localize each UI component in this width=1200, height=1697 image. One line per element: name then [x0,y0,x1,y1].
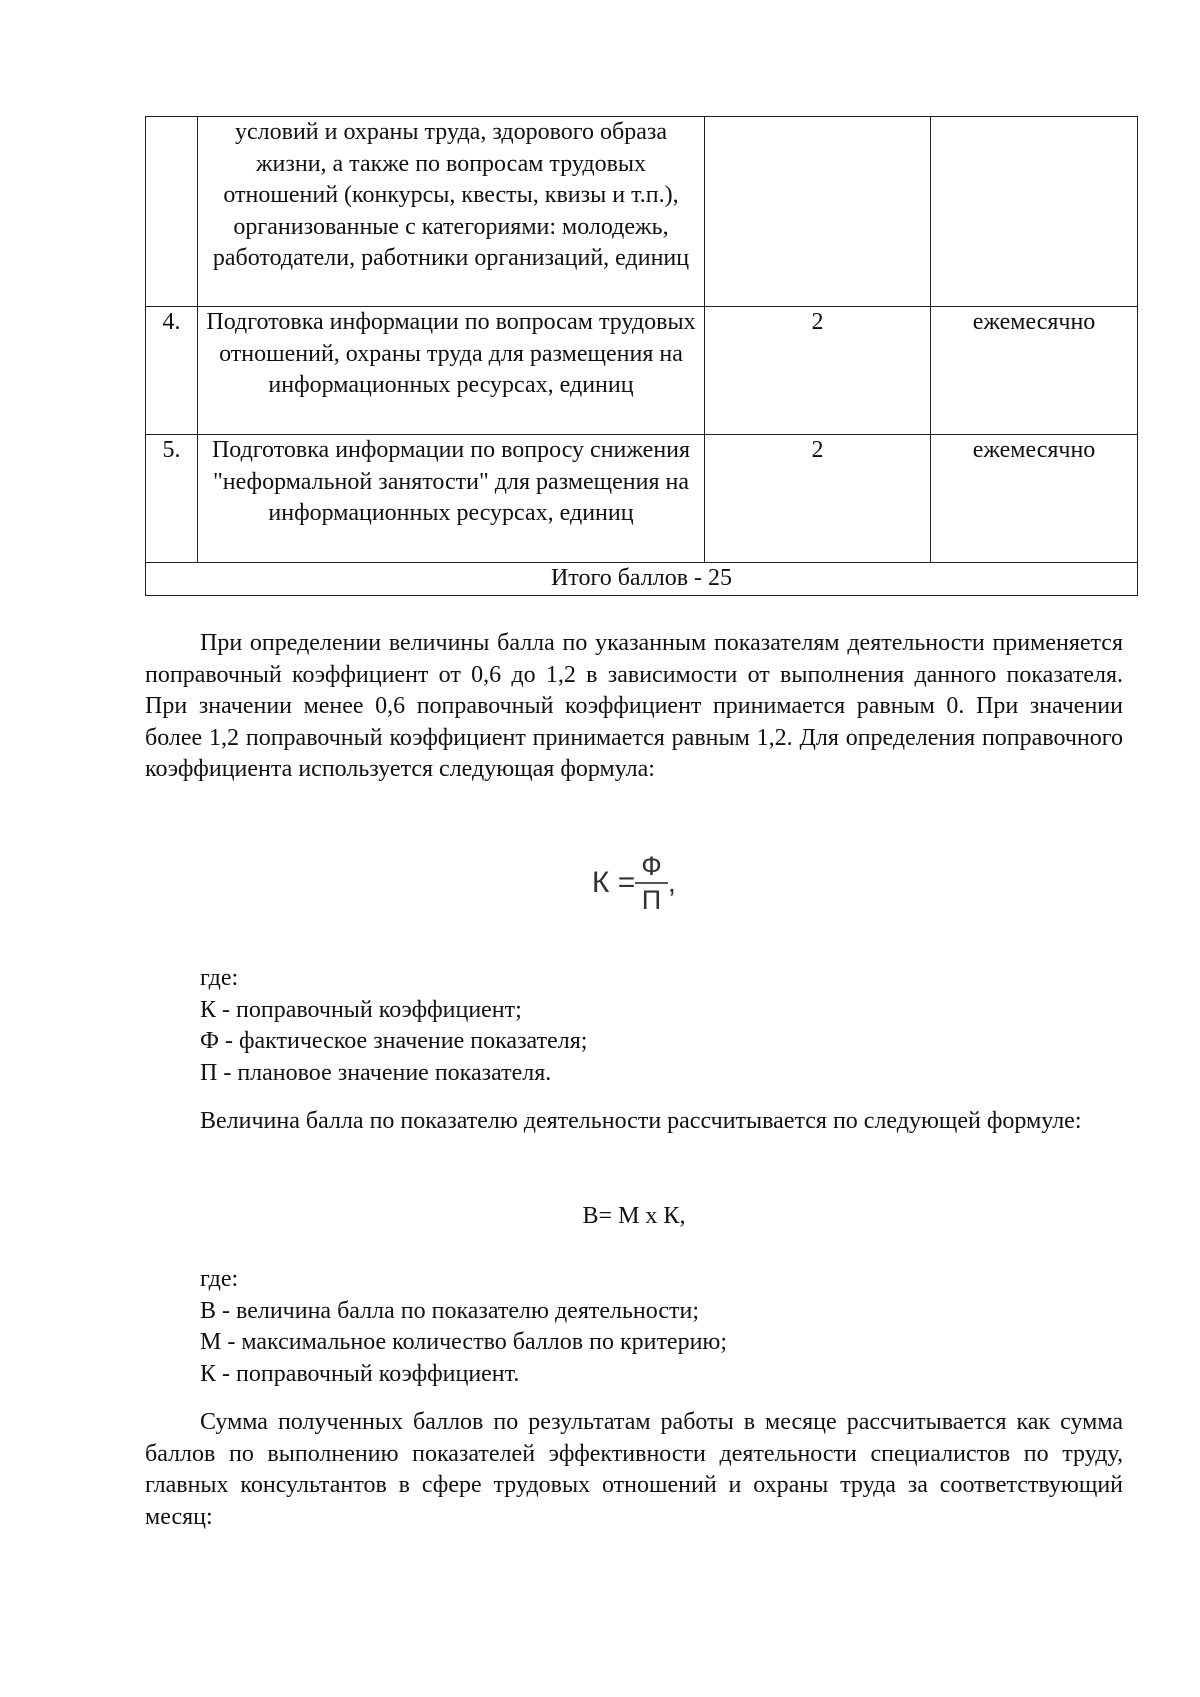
row-period [931,117,1138,307]
row-number [146,117,198,307]
legend-line: М - максимальное количество баллов по критерию; [200,1329,728,1356]
paragraph-monthly-sum: Сумма полученных баллов по результатам работы в месяце рассчитывается как сумма баллов по выполнению показателей эффективности деятельности специалистов по труду, главных консультантов в сфере трудовых отношений и охраны труда за соответствующий месяц: [145,1409,1123,1530]
total-points: Итого баллов - 25 [146,563,1138,596]
legend-line: К - поправочный коэффициент. [200,1360,520,1387]
formula-score: В= М х К, [582,1203,686,1229]
table-total-row [146,563,1138,596]
row-number: 4. [146,307,198,435]
formula-fraction [635,850,668,916]
legend-line: В - величина балла по показателю деятельности; [200,1297,700,1324]
formula-lhs: К = [591,866,636,899]
legend-coefficient [145,963,1123,1089]
row-indicator: условий и охраны труда, здорового образа жизни, а также по вопросам трудовых отношений (конкурсы, квесты, квизы и т.п.), организованные с категориями: молодежь, работодатели, работники организаций, единиц [198,117,705,307]
row-indicator: Подготовка информации по вопросам трудовых отношений, охраны труда для размещения на информационных ресурсах, единиц [198,307,705,435]
table-row [146,117,1138,307]
indicators-table [145,116,1138,596]
legend-line: Ф - фактическое значение показателя; [200,1028,588,1055]
paragraph-score-value: Величина балла по показателю деятельности рассчитывается по следующей формуле: [200,1108,1082,1134]
formula-coefficient [145,850,1123,916]
table-row [146,435,1138,563]
legend-line: где: [200,1266,239,1292]
legend-line: П - плановое значение показателя. [200,1059,552,1086]
row-points: 2 [705,307,931,435]
formula-comma: , [667,866,677,899]
legend-line: где: [200,965,239,991]
row-number: 5. [146,435,198,563]
formula-numerator: Ф [635,850,668,884]
row-period: ежемесячно [931,435,1138,563]
row-indicator: Подготовка информации по вопросу снижения "неформальной занятости" для размещения на информационных ресурсах, единиц [198,435,705,563]
formula-denominator: П [641,885,662,915]
row-period: ежемесячно [931,307,1138,435]
paragraph-correction-coefficient: При определении величины балла по указанным показателям деятельности применяется поправочный коэффициент от 0,6 до 1,2 в зависимости от выполнения данного показателя. При значении менее 0,6 поправочный коэффициент принимается равным 0. При значении более 1,2 поправочный коэффициент принимается равным 1,2. Для определения поправочного коэффициента используется следующая формула: [145,630,1123,783]
row-points: 2 [705,435,931,563]
row-points [705,117,931,307]
legend-line: К - поправочный коэффициент; [200,996,522,1023]
legend-score [145,1264,1123,1390]
table-row [146,307,1138,435]
